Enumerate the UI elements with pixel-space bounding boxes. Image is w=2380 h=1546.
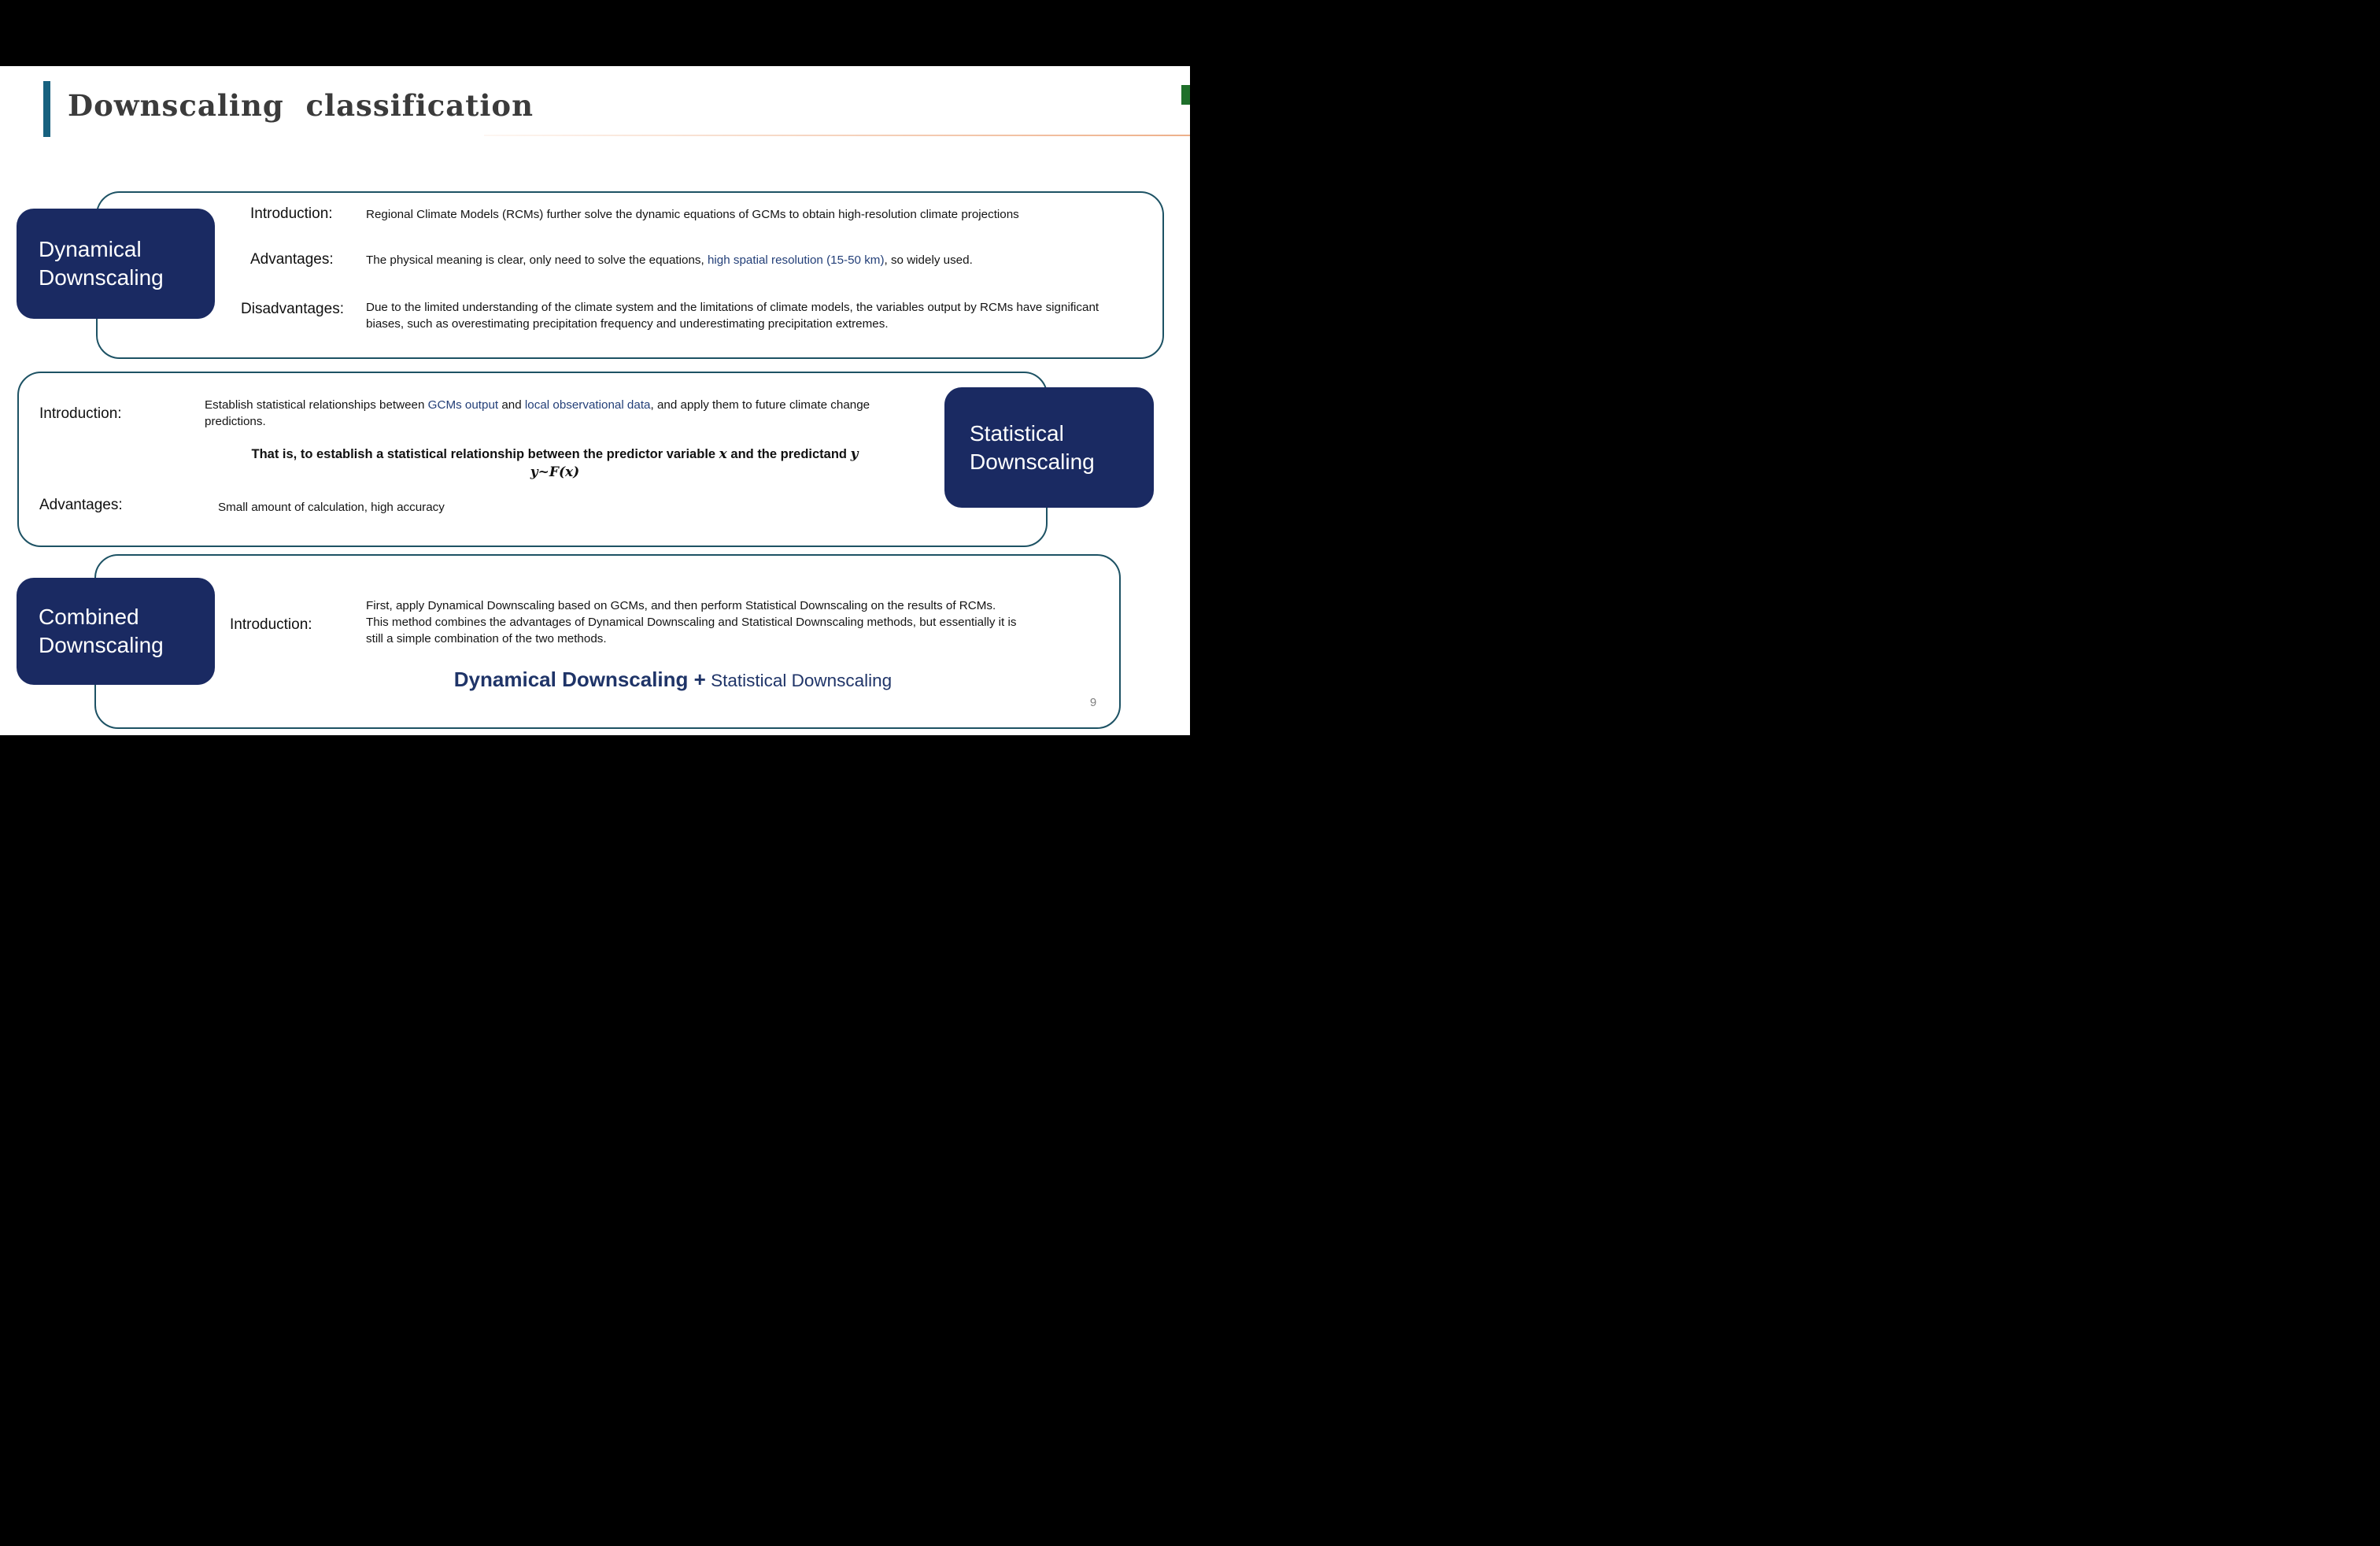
statement-var-x: x — [719, 446, 727, 462]
dynamical-advantages-label: Advantages: — [250, 251, 334, 268]
statement-pre: That is, to establish a statistical relationship between the predictor variable — [251, 447, 719, 461]
advantages-text-pre: The physical meaning is clear, only need to solve the equations, — [366, 253, 708, 267]
statement-mid: and the predictand — [726, 447, 851, 461]
top-black-bar — [0, 0, 1190, 66]
dynamical-label-pill — [17, 209, 215, 319]
bottom-black-bar — [0, 735, 1190, 773]
equation-dynamical-part: Dynamical Downscaling + — [453, 668, 706, 691]
statement-var-y: y — [850, 446, 859, 462]
advantages-text-post: , so widely used. — [884, 253, 973, 267]
dynamical-intro-label: Introduction: — [250, 205, 333, 222]
intro-text-post: , and apply them to future climate change predictions. — [205, 398, 870, 428]
dynamical-intro-text: Regional Climate Models (RCMs) further solve the dynamic equations of GCMs to obtain high-resolution climate projections — [366, 208, 1019, 221]
statistical-advantages-label: Advantages: — [39, 497, 123, 513]
title-accent-bar — [43, 81, 50, 137]
advantages-text-highlight: high spatial resolution (15-50 km) — [707, 253, 885, 267]
combined-intro-line2: This method combines the advantages of Dynamical Downscaling and Statistical Downscaling methods, but essentially it is — [366, 616, 1017, 629]
combined-intro-line1: First, apply Dynamical Downscaling based on GCMs, and then perform Statistical Downscaling on the results of RCMs. — [366, 599, 996, 612]
intro-text-highlight-observational: local observational data — [524, 398, 651, 412]
combined-intro-line3: still a simple combination of the two methods. — [366, 632, 607, 645]
statistical-intro-text — [205, 397, 897, 430]
combined-label-pill — [17, 578, 215, 685]
equation-statistical-part: Statistical Downscaling — [705, 671, 893, 690]
statistical-statement — [94, 446, 1015, 463]
dynamical-label: Dynamical Downscaling — [39, 237, 164, 290]
intro-text-pre: Establish statistical relationships between — [205, 398, 428, 412]
statistical-label: Statistical Downscaling — [970, 420, 1095, 474]
combined-equation — [236, 666, 1110, 697]
slide — [0, 0, 1190, 773]
intro-text-highlight-gcms: GCMs output — [427, 398, 499, 412]
combined-intro-label: Introduction: — [230, 616, 312, 633]
combined-label: Combined Downscaling — [39, 605, 164, 657]
green-edge-marker — [1181, 85, 1190, 105]
page-title: Downscaling classification — [68, 88, 534, 123]
statistical-formula: y~F(x) — [530, 464, 580, 480]
dynamical-disadvantages-text: Due to the limited understanding of the climate system and the limitations of climate models, the variables output by RCMs have significant biases, such as overestimating precipitation frequency and underestimating precipitation extremes. — [366, 301, 1099, 331]
title-divider-line — [484, 135, 1190, 136]
statistical-label-pill — [944, 387, 1154, 508]
statistical-advantages-text: Small amount of calculation, high accuracy — [218, 501, 445, 514]
dynamical-disadvantages-label: Disadvantages: — [241, 301, 344, 317]
statistical-intro-label: Introduction: — [39, 405, 122, 422]
dynamical-advantages-text — [366, 252, 973, 268]
intro-text-mid: and — [498, 398, 525, 412]
combined-intro-text — [366, 597, 1106, 647]
page-number: 9 — [1089, 696, 1097, 709]
